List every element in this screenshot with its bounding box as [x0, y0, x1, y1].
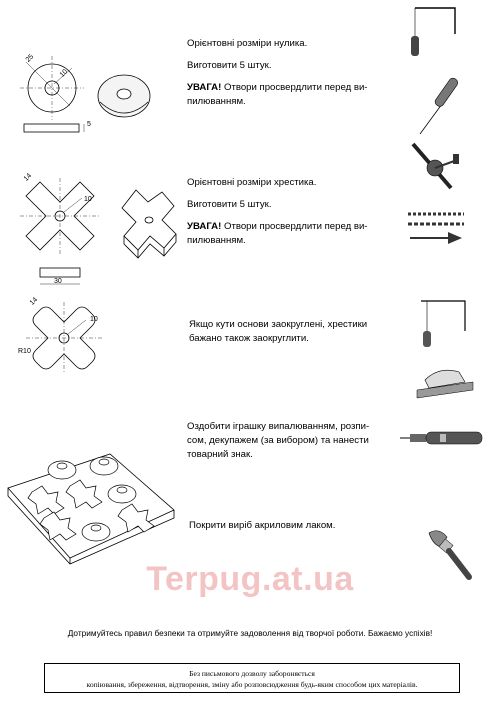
copyright-line2: копіювання, збереження, відтворення, зміну або розповсюдження будь-яким способом цих матеріалів. — [86, 680, 418, 689]
section2-warning — [187, 220, 387, 234]
dim-round-arm: 14 — [28, 296, 40, 307]
section2-warning-label: УВАГА! — [187, 221, 222, 232]
assembled-toy-drawing — [4, 452, 179, 569]
rounded-cross-drawing — [18, 296, 108, 380]
cross-3d-view — [118, 186, 180, 273]
section2-warning-line2: пилюванням. — [187, 235, 246, 246]
sanding-hand-icon — [415, 360, 475, 405]
section5-line1: Покрити виріб акриловим лаком. — [189, 520, 336, 531]
section1-warning-text: Отвори просвердлити перед ви- — [221, 82, 368, 93]
section4-line1: Оздобити іграшку випалюванням, розпи- — [187, 421, 370, 432]
dim-cross-width: 30 — [54, 278, 62, 285]
section1-warning-line2: пилюванням. — [187, 96, 246, 107]
safety-footer: Дотримуйтесь правил безпеки та отримуйте задоволення від творчої роботи. Бажаємо успіхів! — [67, 628, 433, 638]
section4-line2: сом, декупажем (за вибором) та нанести — [187, 435, 369, 446]
site-watermark: Terpug.at.ua — [146, 560, 354, 598]
section4-text — [187, 420, 402, 462]
dim-radius: R10 — [18, 348, 31, 355]
section1-line2: Виготовити 5 штук. — [187, 60, 272, 71]
section1-text — [187, 37, 387, 109]
dim-cross-arm: 14 — [22, 172, 34, 183]
section3-line1: Якщо кути основи заокруглені, хрестики — [189, 319, 368, 330]
ring-3d-view — [96, 72, 156, 127]
drill-bits-icon — [408, 208, 468, 253]
section1-warning-label: УВАГА! — [187, 82, 222, 93]
section5-text — [189, 519, 389, 533]
section3-text — [189, 318, 399, 346]
fretsaw-icon — [405, 4, 465, 64]
section2-line1: Орієнтовні розміри хрестика. — [187, 177, 317, 188]
dim-outer-diameter: 25 — [24, 53, 36, 64]
cross-drawing — [16, 172, 106, 301]
section1-line1: Орієнтовні розміри нулика. — [187, 38, 308, 49]
dim-round-hole: 10 — [90, 316, 98, 323]
fretsaw-table-icon — [415, 295, 475, 355]
section4-line3: товарний знак. — [187, 449, 253, 460]
awl-icon — [412, 68, 472, 143]
dim-inner-diameter: 10 — [58, 68, 70, 79]
section2-line2: Виготовити 5 штук. — [187, 199, 272, 210]
ring-drawing — [14, 50, 104, 150]
section2-text — [187, 176, 387, 248]
dim-cross-hole: 10 — [84, 196, 92, 203]
hand-drill-icon — [405, 138, 465, 203]
burner-pen-icon — [400, 428, 490, 453]
section3-line2: бажано також заокруглити. — [189, 333, 309, 344]
dim-thickness: 5 — [87, 121, 91, 128]
copyright-line1: Без письмового дозволу забороняється — [189, 669, 315, 678]
copyright-notice — [44, 663, 460, 693]
section2-warning-text: Отвори просвердлити перед ви- — [221, 221, 368, 232]
section1-warning — [187, 81, 387, 95]
